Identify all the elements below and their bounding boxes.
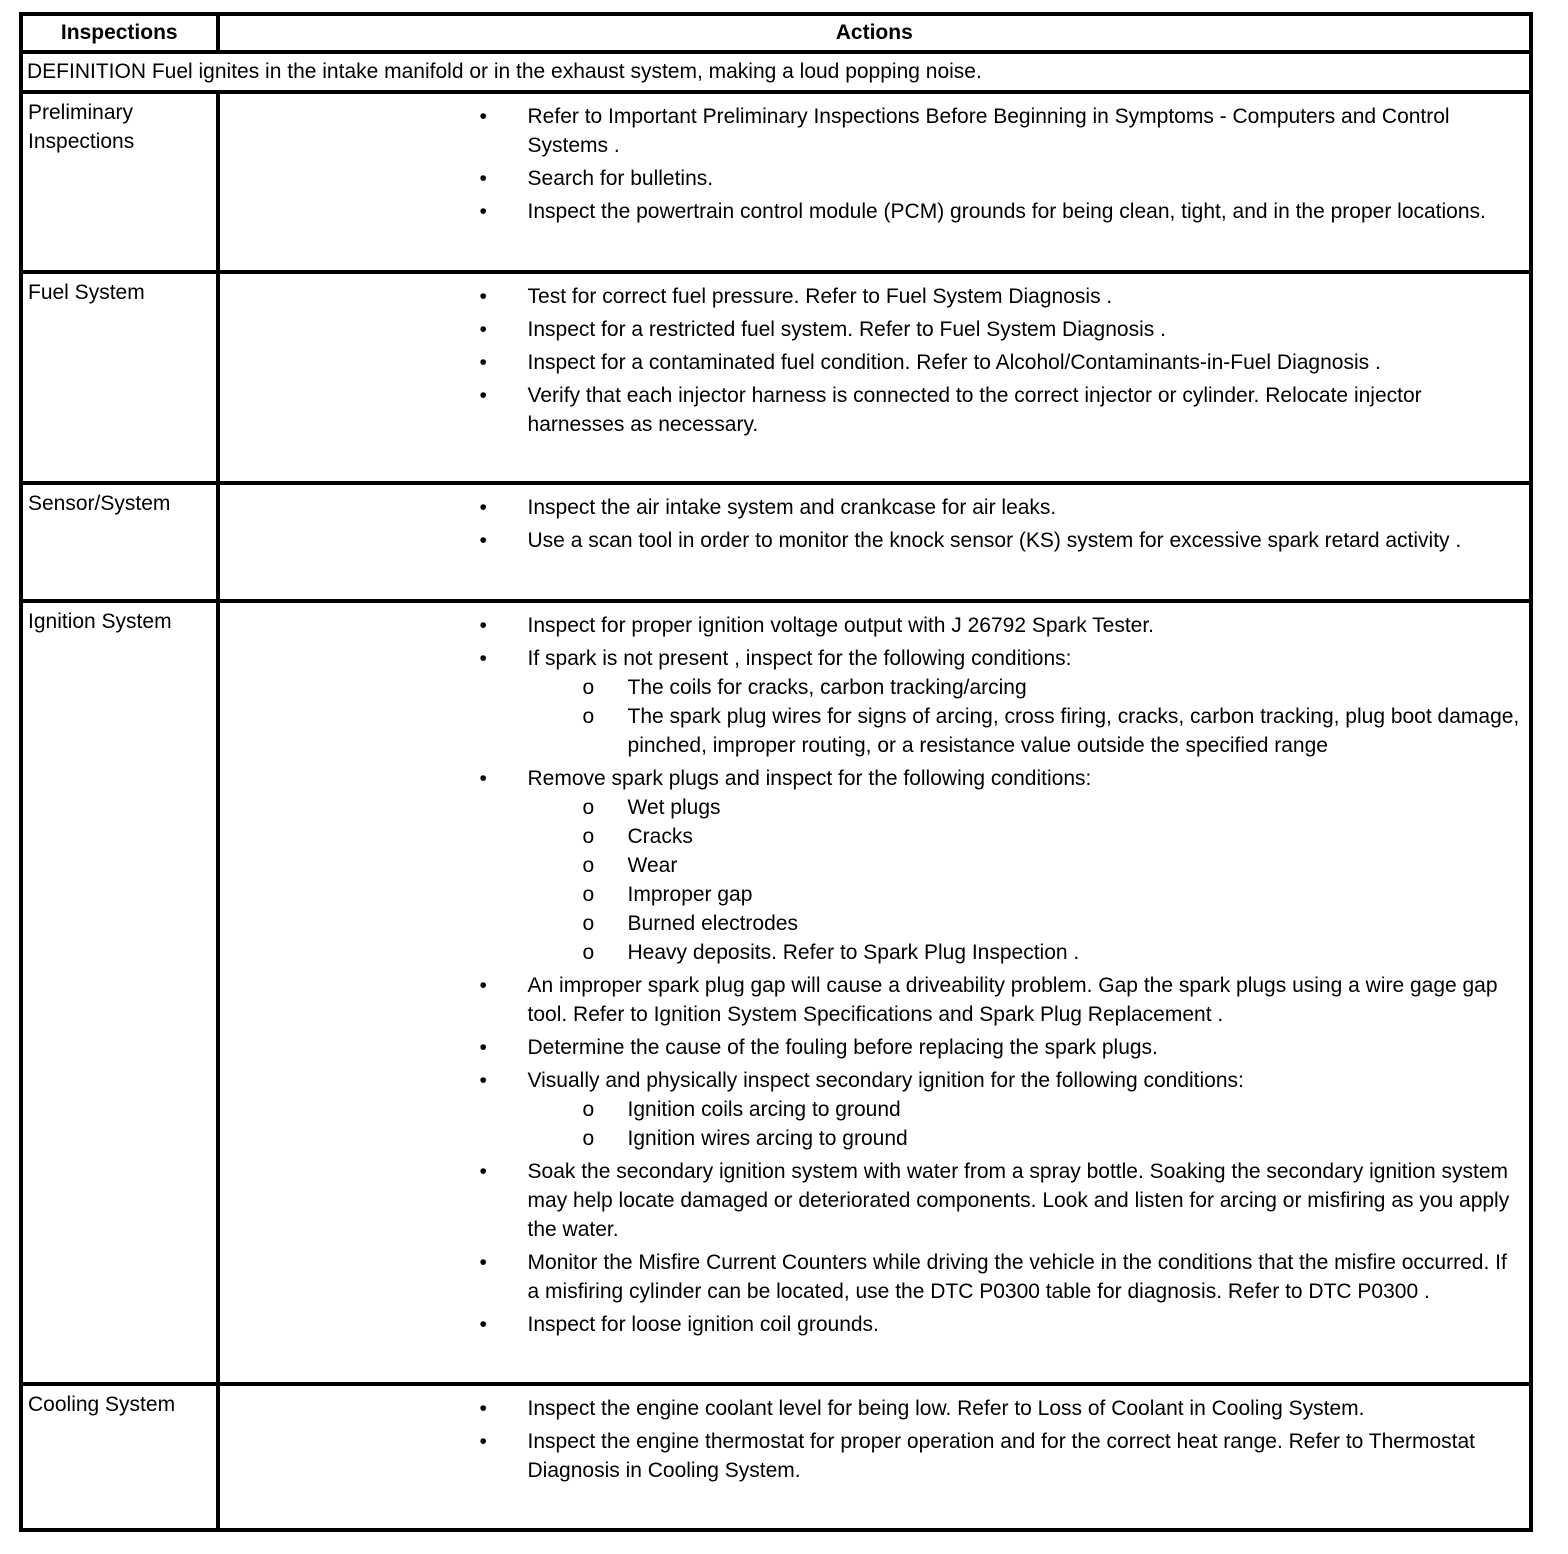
circle-bullet-icon: o <box>582 676 595 699</box>
bullet-icon: • <box>479 1036 487 1059</box>
bullet-icon: • <box>479 105 487 128</box>
action-item <box>220 764 1521 967</box>
action-text: Test for correct fuel pressure. Refer to Fuel System Diagnosis . <box>527 285 1113 308</box>
action-item <box>220 1394 1521 1423</box>
action-list <box>220 1394 1521 1485</box>
sub-action-item <box>528 909 1521 938</box>
bullet-icon: • <box>479 1160 487 1183</box>
action-item <box>220 493 1521 522</box>
bullet-icon: • <box>479 529 487 552</box>
action-text: Verify that each injector harness is connected to the correct injector or cylinder. Relocate injector harnesses as necessary. <box>527 384 1422 436</box>
bullet-icon: • <box>479 496 487 519</box>
action-item <box>220 348 1521 377</box>
circle-bullet-icon: o <box>582 941 595 964</box>
bullet-icon: • <box>479 974 487 997</box>
action-text: Inspect the powertrain control module (PCM) grounds for being clean, tight, and in the proper locations. <box>527 200 1486 223</box>
header-row <box>21 14 1531 52</box>
action-item <box>220 1427 1521 1485</box>
action-item <box>220 381 1521 439</box>
action-text: Use a scan tool in order to monitor the knock sensor (KS) system for excessive spark retard activity . <box>527 529 1462 552</box>
bullet-icon: • <box>479 1313 487 1336</box>
table-row <box>21 483 1531 601</box>
bullet-icon: • <box>479 614 487 637</box>
bullet-icon: • <box>479 285 487 308</box>
definition-text: DEFINITION Fuel ignites in the intake manifold or in the exhaust system, making a loud popping noise. <box>21 52 1531 92</box>
sub-action-item <box>528 851 1521 880</box>
sub-action-text: The coils for cracks, carbon tracking/arcing <box>627 676 1027 699</box>
circle-bullet-icon: o <box>582 883 595 906</box>
bullet-icon: • <box>479 1251 487 1274</box>
action-text: Inspect for loose ignition coil grounds. <box>527 1313 879 1336</box>
sub-action-item <box>528 1124 1521 1153</box>
action-item <box>220 197 1521 226</box>
bullet-icon: • <box>479 384 487 407</box>
bullet-icon: • <box>479 318 487 341</box>
sub-action-text: Heavy deposits. Refer to Spark Plug Inspection . <box>627 941 1080 964</box>
action-text: Remove spark plugs and inspect for the following conditions: <box>527 767 1092 790</box>
action-text: Inspect for proper ignition voltage output with J 26792 Spark Tester. <box>527 614 1155 637</box>
sub-action-item <box>528 793 1521 822</box>
inspection-cell: Cooling System <box>21 1384 218 1530</box>
bullet-icon: • <box>479 200 487 223</box>
circle-bullet-icon: o <box>582 1127 595 1150</box>
definition-row <box>21 52 1531 92</box>
action-text: Refer to Important Preliminary Inspections Before Beginning in Symptoms - Computers and Control Systems . <box>527 105 1450 157</box>
sub-action-item <box>528 702 1521 760</box>
table-body <box>21 92 1531 1530</box>
sub-action-text: The spark plug wires for signs of arcing, cross firing, cracks, carbon tracking, plug boot damage, pinched, improper routing, or a resistance value outside the specified range <box>627 705 1520 757</box>
bullet-icon: • <box>479 1397 487 1420</box>
circle-bullet-icon: o <box>582 825 595 848</box>
sub-action-item <box>528 822 1521 851</box>
actions-cell <box>218 1384 1531 1530</box>
action-item <box>220 315 1521 344</box>
action-item <box>220 644 1521 760</box>
action-text: Inspect for a restricted fuel system. Refer to Fuel System Diagnosis . <box>527 318 1166 341</box>
sub-action-list <box>528 1095 1521 1153</box>
sub-action-text: Cracks <box>627 825 693 848</box>
sub-action-list <box>528 673 1521 760</box>
action-text: Soak the secondary ignition system with water from a spray bottle. Soaking the secondary ignition system may help locate damaged or deteriorated components. Look and listen for arcing or misfiring as you apply the water. <box>527 1160 1510 1241</box>
actions-cell <box>218 272 1531 483</box>
circle-bullet-icon: o <box>582 854 595 877</box>
action-list <box>220 282 1521 439</box>
action-text: Search for bulletins. <box>527 167 714 190</box>
actions-cell <box>218 601 1531 1384</box>
sub-action-item <box>528 1095 1521 1124</box>
inspection-cell: Sensor/System <box>21 483 218 601</box>
table-row <box>21 601 1531 1384</box>
header-inspections: Inspections <box>21 14 218 52</box>
inspection-cell: Ignition System <box>21 601 218 1384</box>
sub-action-text: Burned electrodes <box>627 912 798 935</box>
action-item <box>220 164 1521 193</box>
action-text: Determine the cause of the fouling before replacing the spark plugs. <box>527 1036 1158 1059</box>
bullet-icon: • <box>479 1069 487 1092</box>
action-list <box>220 611 1521 1339</box>
table-row <box>21 1384 1531 1530</box>
action-list <box>220 102 1521 226</box>
circle-bullet-icon: o <box>582 1098 595 1121</box>
inspection-cell: Preliminary Inspections <box>21 92 218 272</box>
sub-action-list <box>528 793 1521 967</box>
action-item <box>220 971 1521 1029</box>
action-text: An improper spark plug gap will cause a driveability problem. Gap the spark plugs using a wire gage gap tool. Refer to Ignition System Specifications and Spark Plug Replacement . <box>527 974 1498 1026</box>
action-item <box>220 1033 1521 1062</box>
bullet-icon: • <box>479 1430 487 1453</box>
action-item <box>220 1248 1521 1306</box>
sub-action-item <box>528 880 1521 909</box>
header-actions: Actions <box>218 14 1531 52</box>
actions-cell <box>218 92 1531 272</box>
actions-cell <box>218 483 1531 601</box>
sub-action-text: Improper gap <box>627 883 753 906</box>
action-item <box>220 1157 1521 1244</box>
inspection-cell: Fuel System <box>21 272 218 483</box>
sub-action-text: Wear <box>627 854 678 877</box>
bullet-icon: • <box>479 167 487 190</box>
action-item <box>220 526 1521 555</box>
action-text: Inspect the air intake system and crankcase for air leaks. <box>527 496 1057 519</box>
action-item <box>220 1066 1521 1153</box>
bullet-icon: • <box>479 351 487 374</box>
action-text: If spark is not present , inspect for the following conditions: <box>527 647 1072 670</box>
action-text: Inspect the engine thermostat for proper operation and for the correct heat range. Refer to Thermostat Diagnosis in Cooling System. <box>527 1430 1475 1482</box>
sub-action-item <box>528 673 1521 702</box>
sub-action-item <box>528 938 1521 967</box>
circle-bullet-icon: o <box>582 705 595 728</box>
action-text: Inspect for a contaminated fuel condition. Refer to Alcohol/Contaminants-in-Fuel Diagnosis . <box>527 351 1381 374</box>
sub-action-text: Ignition wires arcing to ground <box>627 1127 908 1150</box>
action-list <box>220 493 1521 555</box>
action-text: Visually and physically inspect secondary ignition for the following conditions: <box>527 1069 1244 1092</box>
table-row <box>21 92 1531 272</box>
action-text: Inspect the engine coolant level for being low. Refer to Loss of Coolant in Cooling System. <box>527 1397 1365 1420</box>
action-text: Monitor the Misfire Current Counters while driving the vehicle in the conditions that the misfire occurred. If a misfiring cylinder can be located, use the DTC P0300 table for diagnosis. Refer to DTC P0300 . <box>527 1251 1507 1303</box>
circle-bullet-icon: o <box>582 796 595 819</box>
action-item <box>220 102 1521 160</box>
bullet-icon: • <box>479 767 487 790</box>
action-item <box>220 282 1521 311</box>
sub-action-text: Ignition coils arcing to ground <box>627 1098 901 1121</box>
bullet-icon: • <box>479 647 487 670</box>
action-item <box>220 1310 1521 1339</box>
action-item <box>220 611 1521 640</box>
table-row <box>21 272 1531 483</box>
diagnostic-table <box>19 12 1533 1532</box>
sub-action-text: Wet plugs <box>627 796 721 819</box>
circle-bullet-icon: o <box>582 912 595 935</box>
